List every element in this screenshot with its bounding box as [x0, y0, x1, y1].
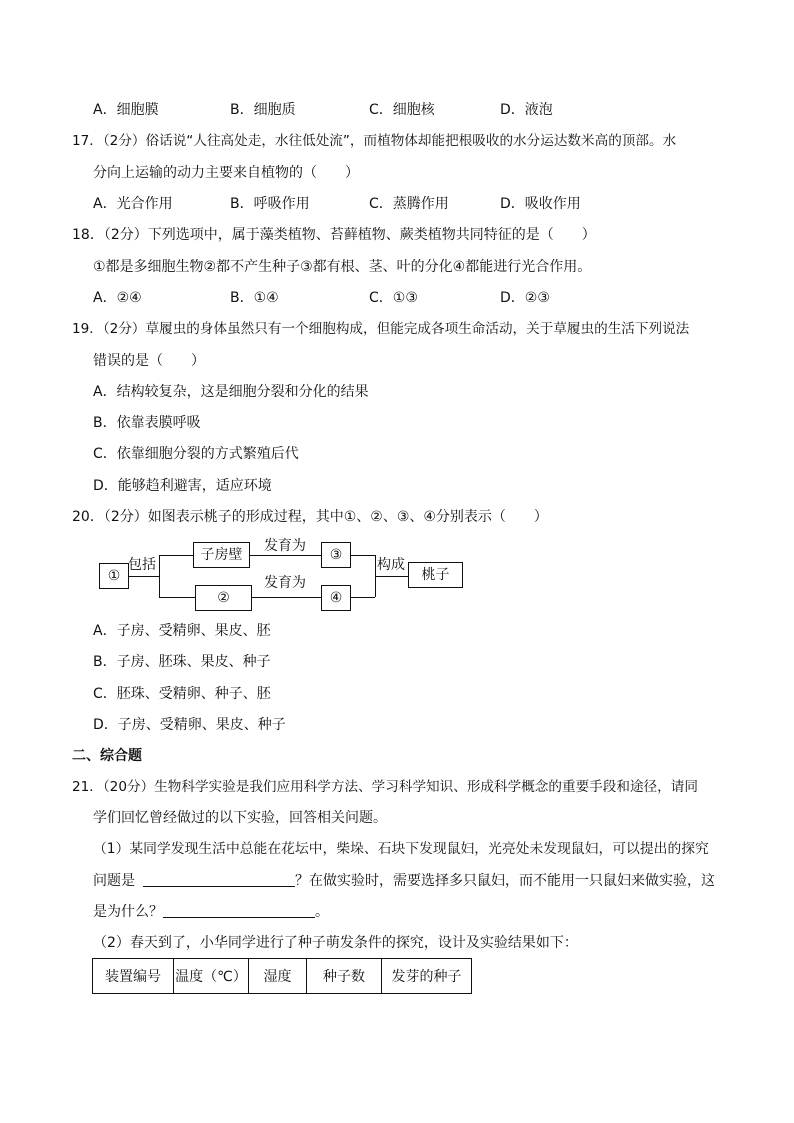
table-header-row: [93, 959, 472, 994]
q17-option-c: C．蒸腾作用: [369, 196, 449, 212]
diagram-connector: [159, 555, 193, 556]
diagram-connector: [159, 597, 195, 598]
q16-option-b: B．细胞质: [230, 102, 296, 118]
section-heading: 二、综合题: [72, 748, 142, 764]
q21-part1-line2-b: ？在做实验时，需要选择多只鼠妇，而不能用一只鼠妇来做实验，这: [295, 873, 715, 889]
q21-part1-line2: [93, 872, 715, 890]
answer-blank-1[interactable]: [143, 872, 295, 887]
q16-option-a: A．细胞膜: [93, 102, 159, 118]
diagram-connector: [159, 555, 160, 597]
diagram-connector: [252, 597, 321, 598]
diagram-box-ovary-wall: 子房壁: [193, 542, 250, 568]
q20-option-b: B．子房、胚珠、果皮、种子: [93, 654, 271, 670]
q19-stem-line2: 错误的是（ ）: [93, 353, 205, 369]
q19-option-b: B．依靠表膜呼吸: [93, 415, 201, 431]
q18-option-a: A．②④: [93, 290, 142, 306]
q21-part1-line1: （1）某同学发现生活中总能在花坛中，柴垛、石块下发现鼠妇，光亮处未发现鼠妇，可以提出的探究: [93, 841, 709, 857]
diagram-label-develop-bottom: 发育为: [264, 575, 306, 591]
q17-stem-line1: 17．（2分）俗话说“人往高处走，水往低处流”，而植物体却能把根吸收的水分运达数米高的顶部。水: [72, 133, 677, 149]
q20-option-c: C．胚珠、受精卵、种子、胚: [93, 686, 271, 702]
answer-blank-2[interactable]: [163, 903, 315, 918]
diagram-connector: [375, 576, 408, 577]
q18-option-b: B．①④: [230, 290, 279, 306]
q17-option-a: A．光合作用: [93, 196, 173, 212]
q16-option-d: D．液泡: [500, 102, 553, 118]
diagram-connector: [351, 555, 375, 556]
diagram-label-develop-top: 发育为: [264, 538, 306, 554]
experiment-table: [92, 958, 472, 994]
q18-stem-line1: 18．（2分）下列选项中，属于藻类植物、苔藓植物、蕨类植物共同特征的是（ ）: [72, 227, 596, 243]
q21-part1-line3-a: 是为什么？: [93, 904, 163, 920]
q21-part1-line2-a: 问题是: [93, 873, 135, 889]
diagram-label-compose: 构成: [377, 557, 405, 573]
q21-stem-line2: 学们回忆曾经做过的以下实验，回答相关问题。: [93, 810, 387, 826]
diagram-box-2: ②: [195, 585, 252, 611]
q19-option-a: A．结构较复杂，这是细胞分裂和分化的结果: [93, 384, 369, 400]
q17-option-b: B．呼吸作用: [230, 196, 310, 212]
q16-option-c: C．细胞核: [369, 102, 435, 118]
q18-option-c: C．①③: [369, 290, 418, 306]
diagram-connector: [250, 555, 321, 556]
q17-stem-line2: 分向上运输的动力主要来自植物的（ ）: [93, 165, 359, 181]
table-header-cell: 温度（℃）: [174, 959, 249, 994]
diagram-box-1: ①: [99, 563, 129, 589]
q19-option-c: C．依靠细胞分裂的方式繁殖后代: [93, 446, 299, 462]
q18-stem-line2: ①都是多细胞生物②都不产生种子③都有根、茎、叶的分化④都能进行光合作用。: [93, 259, 592, 275]
diagram-connector: [129, 576, 159, 577]
diagram-label-include: 包括: [128, 557, 156, 573]
table-header-cell: 发芽的种子: [382, 959, 472, 994]
q20-stem: 20．（2分）如图表示桃子的形成过程，其中①、②、③、④分别表示（ ）: [72, 509, 548, 525]
diagram-connector: [351, 597, 375, 598]
table-header-cell: 装置编号: [93, 959, 174, 994]
table-header-cell: 种子数: [307, 959, 382, 994]
q20-option-d: D．子房、受精卵、果皮、种子: [93, 717, 286, 733]
q19-option-d: D．能够趋利避害，适应环境: [93, 478, 272, 494]
q19-stem-line1: 19．（2分）草履虫的身体虽然只有一个细胞构成，但能完成各项生命活动，关于草履虫的生活下列说法: [72, 321, 690, 337]
diagram-box-4: ④: [321, 585, 351, 611]
q20-option-a: A．子房、受精卵、果皮、胚: [93, 623, 271, 639]
diagram-box-peach: 桃子: [408, 562, 463, 588]
diagram-box-3: ③: [321, 542, 351, 568]
q21-stem-line1: 21．（20分）生物科学实验是我们应用科学方法、学习科学知识、形成科学概念的重要手段和途径，请同: [72, 779, 698, 795]
table-header-cell: 湿度: [249, 959, 307, 994]
q17-option-d: D．吸收作用: [500, 196, 581, 212]
q21-part1-line3-b: 。: [315, 904, 329, 920]
q18-option-d: D．②③: [500, 290, 550, 306]
q21-part1-line3: [93, 903, 329, 921]
q21-part2-line1: （2）春天到了，小华同学进行了种子萌发条件的探究，设计及实验结果如下：: [93, 935, 578, 951]
